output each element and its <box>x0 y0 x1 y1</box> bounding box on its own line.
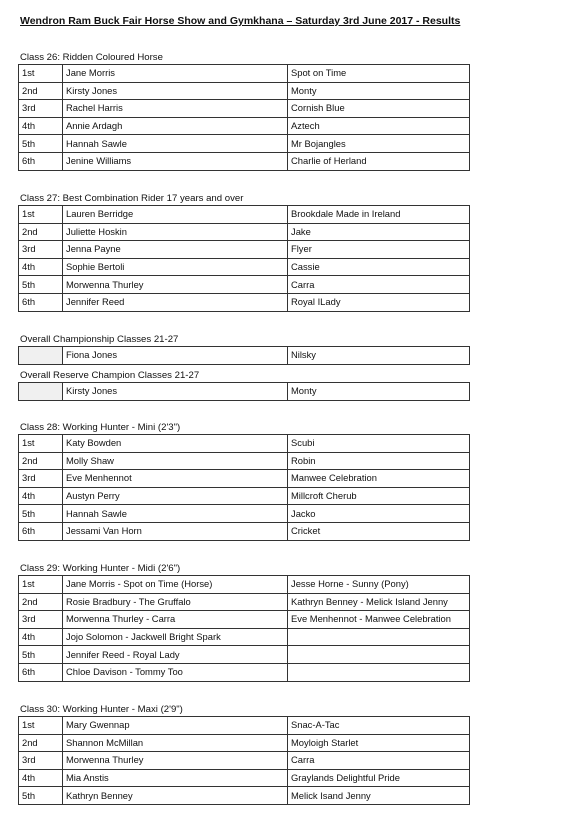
horse-cell: Manwee Celebration <box>288 470 470 488</box>
table-row <box>19 576 470 594</box>
horse-cell: Spot on Time <box>288 65 470 83</box>
class-section <box>18 421 470 541</box>
horse-cell: Robin <box>288 452 470 470</box>
table-row <box>19 276 470 294</box>
rider-cell: Jenna Payne <box>63 241 288 259</box>
horse-cell: Kathryn Benney - Melick Island Jenny <box>288 593 470 611</box>
rider-cell: Hannah Sawle <box>63 135 288 153</box>
table-row <box>19 717 470 735</box>
page-title: Wendron Ram Buck Fair Horse Show and Gymkhana – Saturday 3rd June 2017 - Results <box>20 15 461 27</box>
placing-cell: 2nd <box>19 223 63 241</box>
table-row <box>19 593 470 611</box>
table-row <box>19 769 470 787</box>
table-row <box>19 487 470 505</box>
horse-cell: Snac-A-Tac <box>288 717 470 735</box>
placing-cell: 1st <box>19 206 63 224</box>
horse-cell: Royal ILady <box>288 293 470 311</box>
placing-cell <box>19 383 63 401</box>
class-heading: Class 30: Working Hunter - Maxi (2'9") <box>20 704 183 715</box>
class-section <box>18 562 470 682</box>
table-row <box>19 241 470 259</box>
table-row <box>19 470 470 488</box>
rider-cell: Jenine Williams <box>63 152 288 170</box>
horse-cell: Graylands Delightful Pride <box>288 769 470 787</box>
rider-cell: Jojo Solomon - Jackwell Bright Spark <box>63 628 288 646</box>
horse-cell: Monty <box>288 383 470 401</box>
class-heading: Class 26: Ridden Coloured Horse <box>20 52 163 63</box>
horse-cell: Flyer <box>288 241 470 259</box>
table-row <box>19 663 470 681</box>
rider-cell: Hannah Sawle <box>63 505 288 523</box>
table-row <box>19 293 470 311</box>
horse-cell: Millcroft Cherub <box>288 487 470 505</box>
placing-cell: 6th <box>19 522 63 540</box>
rider-cell: Sophie Bertoli <box>63 258 288 276</box>
results-table <box>18 716 470 805</box>
placing-cell: 2nd <box>19 734 63 752</box>
rider-cell: Rachel Harris <box>63 100 288 118</box>
placing-cell: 4th <box>19 487 63 505</box>
class-section <box>18 703 470 805</box>
rider-cell: Austyn Perry <box>63 487 288 505</box>
rider-cell: Morwenna Thurley <box>63 752 288 770</box>
placing-cell: 5th <box>19 135 63 153</box>
table-row <box>19 82 470 100</box>
table-row <box>19 628 470 646</box>
table-row <box>19 100 470 118</box>
class-section <box>18 333 470 365</box>
placing-cell: 1st <box>19 717 63 735</box>
placing-cell <box>19 347 63 365</box>
horse-cell: Mr Bojangles <box>288 135 470 153</box>
placing-cell: 4th <box>19 117 63 135</box>
table-row <box>19 646 470 664</box>
rider-cell: Juliette Hoskin <box>63 223 288 241</box>
horse-cell: Moyloigh Starlet <box>288 734 470 752</box>
placing-cell: 1st <box>19 435 63 453</box>
placing-cell: 5th <box>19 646 63 664</box>
rider-cell: Eve Menhennot <box>63 470 288 488</box>
table-row <box>19 522 470 540</box>
placing-cell: 6th <box>19 663 63 681</box>
placing-cell: 3rd <box>19 611 63 629</box>
table-row <box>19 787 470 805</box>
class-section <box>18 369 470 401</box>
rider-cell: Kirsty Jones <box>63 82 288 100</box>
table-row <box>19 734 470 752</box>
table-row <box>19 65 470 83</box>
horse-cell <box>288 628 470 646</box>
horse-cell: Cassie <box>288 258 470 276</box>
rider-cell: Jessami Van Horn <box>63 522 288 540</box>
results-table <box>18 205 470 312</box>
class-section <box>18 192 470 312</box>
rider-cell: Fiona Jones <box>63 347 288 365</box>
placing-cell: 3rd <box>19 241 63 259</box>
rider-cell: Chloe Davison - Tommy Too <box>63 663 288 681</box>
class-section <box>18 51 470 171</box>
rider-cell: Kathryn Benney <box>63 787 288 805</box>
rider-cell: Rosie Bradbury - The Gruffalo <box>63 593 288 611</box>
table-row <box>19 505 470 523</box>
horse-cell: Nilsky <box>288 347 470 365</box>
table-row <box>19 383 470 401</box>
horse-cell: Jake <box>288 223 470 241</box>
rider-cell: Morwenna Thurley - Carra <box>63 611 288 629</box>
rider-cell: Jennifer Reed - Royal Lady <box>63 646 288 664</box>
table-row <box>19 347 470 365</box>
placing-cell: 2nd <box>19 452 63 470</box>
results-table <box>18 64 470 171</box>
results-table <box>18 434 470 541</box>
placing-cell: 4th <box>19 628 63 646</box>
rider-cell: Mia Anstis <box>63 769 288 787</box>
placing-cell: 3rd <box>19 470 63 488</box>
rider-cell: Lauren Berridge <box>63 206 288 224</box>
table-row <box>19 117 470 135</box>
placing-cell: 6th <box>19 152 63 170</box>
results-table <box>18 575 470 682</box>
rider-cell: Shannon McMillan <box>63 734 288 752</box>
placing-cell: 5th <box>19 276 63 294</box>
table-row <box>19 223 470 241</box>
horse-cell: Eve Menhennot - Manwee Celebration <box>288 611 470 629</box>
horse-cell <box>288 646 470 664</box>
table-row <box>19 152 470 170</box>
horse-cell: Carra <box>288 752 470 770</box>
placing-cell: 3rd <box>19 752 63 770</box>
horse-cell: Jesse Horne - Sunny (Pony) <box>288 576 470 594</box>
table-row <box>19 258 470 276</box>
class-heading: Class 29: Working Hunter - Midi (2'6") <box>20 563 181 574</box>
results-table <box>18 382 470 401</box>
table-row <box>19 452 470 470</box>
placing-cell: 4th <box>19 258 63 276</box>
horse-cell: Cricket <box>288 522 470 540</box>
horse-cell: Carra <box>288 276 470 294</box>
table-row <box>19 611 470 629</box>
placing-cell: 1st <box>19 576 63 594</box>
class-heading: Class 27: Best Combination Rider 17 years and over <box>20 193 244 204</box>
rider-cell: Jane Morris <box>63 65 288 83</box>
horse-cell: Cornish Blue <box>288 100 470 118</box>
rider-cell: Annie Ardagh <box>63 117 288 135</box>
horse-cell: Melick Isand Jenny <box>288 787 470 805</box>
placing-cell: 1st <box>19 65 63 83</box>
table-row <box>19 206 470 224</box>
placing-cell: 3rd <box>19 100 63 118</box>
table-row <box>19 752 470 770</box>
rider-cell: Morwenna Thurley <box>63 276 288 294</box>
rider-cell: Kirsty Jones <box>63 383 288 401</box>
placing-cell: 5th <box>19 787 63 805</box>
placing-cell: 5th <box>19 505 63 523</box>
rider-cell: Jennifer Reed <box>63 293 288 311</box>
class-heading: Overall Reserve Champion Classes 21-27 <box>20 370 200 381</box>
class-heading: Overall Championship Classes 21-27 <box>20 334 179 345</box>
placing-cell: 2nd <box>19 593 63 611</box>
rider-cell: Molly Shaw <box>63 452 288 470</box>
horse-cell: Jacko <box>288 505 470 523</box>
horse-cell <box>288 663 470 681</box>
class-heading: Class 28: Working Hunter - Mini (2'3") <box>20 422 181 433</box>
table-row <box>19 435 470 453</box>
horse-cell: Aztech <box>288 117 470 135</box>
horse-cell: Monty <box>288 82 470 100</box>
horse-cell: Charlie of Herland <box>288 152 470 170</box>
placing-cell: 2nd <box>19 82 63 100</box>
results-table <box>18 346 470 365</box>
rider-cell: Jane Morris - Spot on Time (Horse) <box>63 576 288 594</box>
rider-cell: Katy Bowden <box>63 435 288 453</box>
placing-cell: 4th <box>19 769 63 787</box>
horse-cell: Scubi <box>288 435 470 453</box>
table-row <box>19 135 470 153</box>
rider-cell: Mary Gwennap <box>63 717 288 735</box>
horse-cell: Brookdale Made in Ireland <box>288 206 470 224</box>
placing-cell: 6th <box>19 293 63 311</box>
